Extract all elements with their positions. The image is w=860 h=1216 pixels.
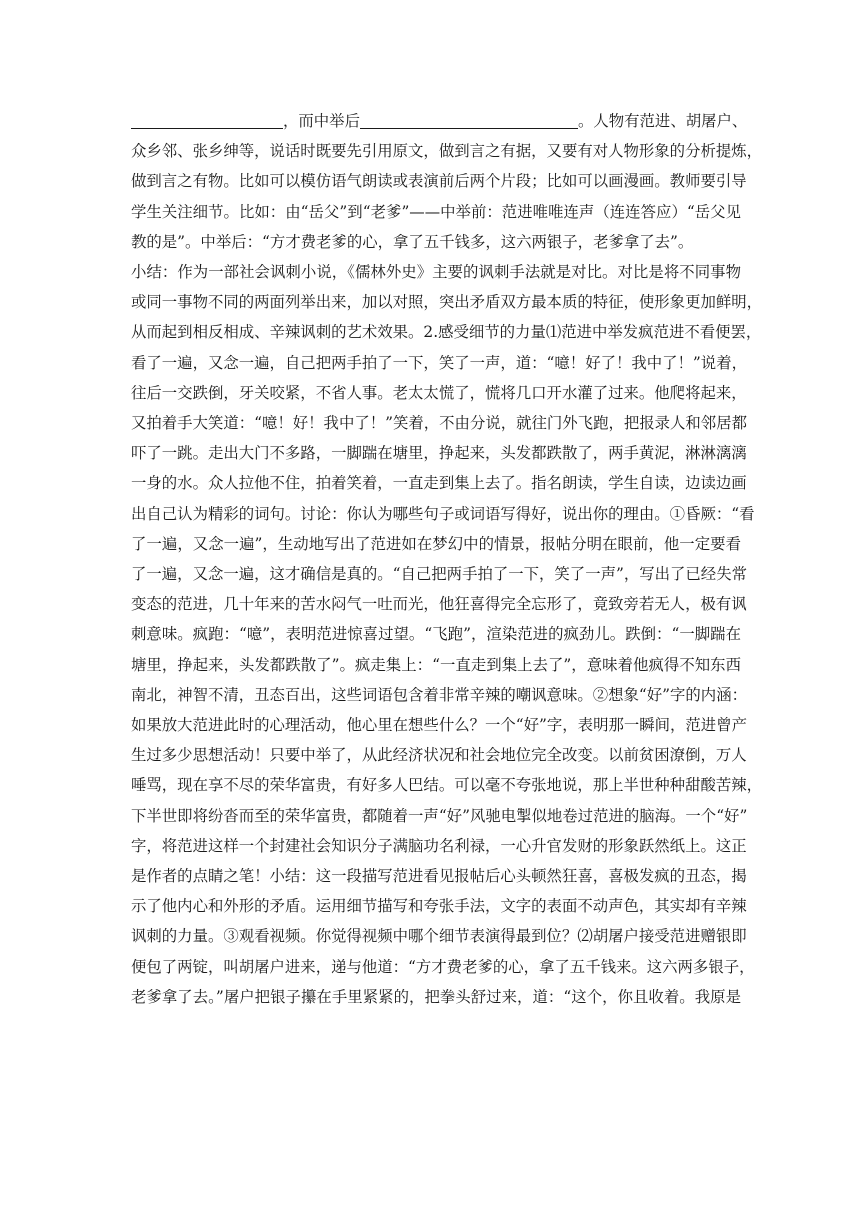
- text-fragment: 。人物有范进、胡屠户、: [577, 112, 748, 130]
- text-line: 了一遍，又念一遍”，生动地写出了范进如在梦幻中的情景，报帖分明在眼前，他一定要看: [131, 534, 741, 553]
- text-line: 便包了两锭，叫胡屠户进来，递与他道：“方才费老爹的心，拿了五千钱来。这六两多银子，: [131, 957, 755, 976]
- text-line: 又拍着手大笑道：“噫！好！我中了！”笑着，不由分说，就往门外飞跑，把报录人和邻居都: [131, 414, 747, 433]
- text-line: 做到言之有物。比如可以模仿语气朗读或表演前后两个片段；比如可以画漫画。教师要引导: [131, 172, 747, 191]
- text-line: 教的是”。中举后：“方才费老爹的心，拿了五千钱多，这六两银子，老爹拿了去”。: [131, 232, 694, 251]
- text-fragment: ，而中举后: [283, 112, 360, 130]
- text-line: 塘里，挣起来，头发都跌散了”。疯走集上：“一直走到集上去了”，意味着他疯得不知东西: [131, 655, 741, 674]
- text-line: 生过多少思想活动！只要中举了，从此经济状况和社会地位完全改变。以前贫困潦倒，万人: [131, 746, 747, 765]
- paragraph-1: [131, 106, 763, 257]
- text-line: 刺意味。疯跑：“噫”，表明范进惊喜过望。“飞跑”，渲染范进的疯劲儿。跌倒：“一脚踹在: [131, 625, 741, 644]
- text-line: 一身的水。众人拉他不住，拍着笑着，一直走到集上去了。指名朗读，学生自读，边读边画: [131, 474, 747, 493]
- text-line: 看了一遍，又念一遍，自己把两手拍了一下，笑了一声，道：“噫！好了！我中了！”说着，: [131, 353, 747, 372]
- paragraph-2: [131, 257, 763, 1012]
- text-line: 示了他内心和外形的矛盾。运用细节描写和夸张手法，文字的表面不动声色，其实却有辛辣: [131, 897, 747, 916]
- text-line: 如果放大范进此时的心理活动，他心里在想些什么？一个“好”字，表明那一瞬间，范进曾产: [131, 716, 747, 735]
- text-line: 众乡邻、张乡绅等，说话时既要先引用原文，做到言之有据，又要有对人物形象的分析提炼，: [131, 142, 763, 161]
- text-line: 下半世即将纷沓而至的荣华富贵，都随着一声“好”风驰电掣似地卷过范进的脑海。一个“好”: [131, 806, 748, 825]
- text-line: [131, 106, 748, 136]
- text-line: 是作者的点睛之笔！小结：这一段描写范进看见报帖后心头顿然狂喜，喜极发疯的丑态，揭: [131, 867, 747, 886]
- text-line: 字，将范进这样一个封建社会知识分子满脑功名利禄，一心升官发财的形象跃然纸上。这正: [131, 836, 747, 855]
- text-line: 或同一事物不同的两面列举出来，加以对照，突出矛盾双方最本质的特征，使形象更加鲜明，: [131, 293, 763, 312]
- text-line: 南北，神智不清，丑态百出，这些词语包含着非常辛辣的嘲讽意味。②想象“好”字的内涵：: [131, 685, 747, 704]
- text-line: 唾骂，现在享不尽的荣华富贵，有好多人巴结。可以毫不夸张地说，那上半世种种甜酸苦辣，: [131, 776, 763, 795]
- text-line: 往后一交跌倒，牙关咬紧，不省人事。老太太慌了，慌将几口开水灌了过来。他爬将起来，: [131, 383, 747, 402]
- text-line: 学生关注细节。比如：由“岳父”到“老爹”——中举前：范进唯唯连声（连连答应）“岳父见: [131, 202, 741, 221]
- text-line: 讽刺的力量。③观看视频。你觉得视频中哪个细节表演得最到位？⑵胡屠户接受范进赠银即: [131, 927, 747, 946]
- text-line: 小结：作为一部社会讽刺小说，《儒林外史》主要的讽刺手法就是对比。对比是将不同事物: [131, 263, 741, 282]
- text-line: 老爹拿了去。”屠户把银子攥在手里紧紧的，把拳头舒过来，道：“这个，你且收着。我原是: [131, 987, 741, 1006]
- document-page: [131, 106, 763, 1012]
- text-line: 从而起到相反相成、辛辣讽刺的艺术效果。2.感受细节的力量⑴范进中举发疯范进不看便罢，: [131, 323, 762, 342]
- text-line: 了一遍，又念一遍，这才确信是真的。“自己把两手拍了一下，笑了一声”，写出了已经失常: [131, 565, 747, 584]
- text-line: 出自己认为精彩的词句。讨论：你认为哪些句子或词语写得好，说出你的理由。①昏厥：“看: [131, 504, 755, 523]
- text-line: 变态的范进，几十年来的苦水闷气一吐而光，他狂喜得完全忘形了，竟致旁若无人，极有讽: [131, 595, 747, 614]
- fill-blank-1: [131, 110, 283, 129]
- fill-blank-2: [360, 110, 578, 129]
- text-line: 吓了一跳。走出大门不多路，一脚踹在塘里，挣起来，头发都跌散了，两手黄泥，淋淋漓漓: [131, 444, 747, 463]
